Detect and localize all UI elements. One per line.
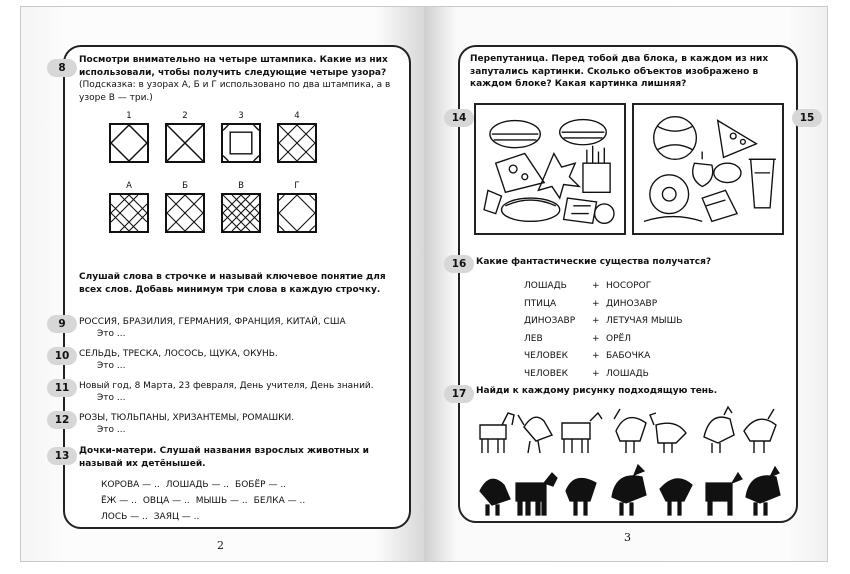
- left-page: [20, 6, 424, 562]
- task-badge: 10: [47, 347, 77, 365]
- combination-left: ДИНОЗАВР: [524, 316, 576, 326]
- task-words: СЕЛЬДЬ, ТРЕСКА, ЛОСОСЬ, ЩУКА, ОКУНЬ.: [79, 349, 278, 359]
- stamp-label: 3: [238, 111, 244, 121]
- task-13-text: Дочки-матери. Слушай названия взрослых животных и называй их детёнышей.: [79, 446, 369, 469]
- stamp-pattern-icon: [279, 125, 315, 161]
- combination-row: [524, 316, 764, 328]
- task-17-text: Найди к каждому рисунку подходящую тень.: [476, 386, 718, 396]
- pattern-3: [221, 193, 261, 233]
- pattern-4: [277, 193, 317, 233]
- stamp-3: [221, 123, 261, 163]
- plus-sign: +: [592, 281, 600, 291]
- plus-sign: +: [592, 298, 600, 309]
- combination-row: [524, 334, 764, 346]
- mixup-intro: Перепутаница. Перед тобой два блока, в каждом из них запутались картинки. Сколько объектов изображено в каждом блоке? Какая картинка лишняя?: [470, 54, 769, 89]
- task-13-badge: 13: [47, 447, 77, 465]
- task-answer: Это ...: [97, 393, 126, 403]
- grid-pattern-icon: [223, 195, 259, 231]
- pattern-label: В: [238, 181, 244, 191]
- stamp-pattern-icon: [167, 125, 203, 161]
- task-8-badge: 8: [47, 59, 77, 77]
- animal-item: ЛОСЬ — ..: [101, 512, 148, 522]
- grid-pattern-icon: [279, 195, 315, 231]
- mixup-block-food: [474, 103, 626, 235]
- combination-left: ЧЕЛОВЕК: [524, 351, 568, 361]
- stamp-1: [109, 123, 149, 163]
- stamp-label: 4: [294, 111, 300, 121]
- combination-left: ЛОШАДЬ: [524, 281, 567, 291]
- pattern-2: [165, 193, 205, 233]
- task-8-question: Посмотри внимательно на четыре штампика. Какие из них использовали, чтобы получить следующие четыре узора?: [79, 55, 388, 78]
- animal-item: ЁЖ — ..: [101, 496, 137, 506]
- task-8-text: [79, 54, 401, 104]
- combination-left: ПТИЦА: [524, 298, 557, 309]
- animal-item: БОБЁР — ..: [235, 480, 287, 490]
- grid-pattern-icon: [167, 195, 203, 231]
- task-8-hint: (Подсказка: в узорах А, Б и Г использовано по два штампика, а в узоре В — три.): [79, 80, 391, 103]
- task-words: РОССИЯ, БРАЗИЛИЯ, ГЕРМАНИЯ, ФРАНЦИЯ, КИТАЙ, США: [79, 317, 346, 327]
- pattern-label: Б: [182, 181, 188, 191]
- plus-sign: +: [592, 333, 600, 344]
- combination-row: [524, 369, 764, 381]
- animal-outlines: [474, 401, 786, 457]
- task-answer: Это ...: [97, 361, 126, 371]
- animal-shadows: [474, 461, 786, 517]
- stamp-pattern-icon: [223, 125, 259, 161]
- combination-row: [524, 351, 764, 363]
- plus-sign: +: [592, 368, 600, 379]
- combination-left: ЧЕЛОВЕК: [524, 368, 568, 379]
- stamp-pattern-icon: [111, 125, 147, 161]
- words-intro: Слушай слова в строчке и называй ключевое понятие для всех слов. Добавь минимум три слова в каждую строчку.: [79, 272, 386, 295]
- combination-right: ЛОШАДЬ: [606, 368, 649, 379]
- animal-outlines-icon: [474, 401, 786, 457]
- task-15-badge: 15: [792, 109, 822, 127]
- stamp-label: 1: [126, 111, 132, 121]
- animal-item: ЛОШАДЬ — ..: [165, 480, 230, 490]
- task-badge: 9: [47, 315, 77, 333]
- task-words: Новый год, 8 Марта, 23 февраля, День учителя, День знаний.: [79, 381, 374, 391]
- stamp-label: 2: [182, 111, 188, 121]
- task-badge: 12: [47, 411, 77, 429]
- stamp-2: [165, 123, 205, 163]
- combination-right: ДИНОЗАВР: [606, 298, 658, 309]
- combination-row: [524, 299, 764, 311]
- sweets-doodle-icon: [634, 105, 782, 233]
- combination-right: ЛЕТУЧАЯ МЫШЬ: [606, 316, 683, 326]
- task-13-row: [101, 511, 199, 524]
- pattern-label: Г: [294, 181, 300, 191]
- task-badge: 11: [47, 379, 77, 397]
- page-number-right: 3: [624, 531, 631, 544]
- combination-left: ЛЕВ: [524, 333, 543, 344]
- combination-right: НОСОРОГ: [606, 281, 652, 291]
- task-13-row: [101, 479, 286, 492]
- grid-pattern-icon: [111, 195, 147, 231]
- page-number-left: 2: [217, 539, 224, 552]
- animal-item: ОВЦА — ..: [142, 496, 190, 506]
- animal-item: ЗАЯЦ — ..: [153, 512, 200, 522]
- pattern-1: [109, 193, 149, 233]
- task-17-badge: 17: [444, 385, 474, 403]
- plus-sign: +: [592, 316, 600, 326]
- food-doodle-icon: [476, 105, 624, 233]
- animal-item: МЫШЬ — ..: [195, 496, 248, 506]
- task-14-badge: 14: [444, 109, 474, 127]
- animal-item: БЕЛКА — ..: [253, 496, 306, 506]
- animal-shadows-icon: [474, 461, 786, 517]
- combination-right: ОРЁЛ: [606, 333, 631, 344]
- task-answer: Это ...: [97, 329, 126, 339]
- stamp-4: [277, 123, 317, 163]
- mixup-block-sweets: [632, 103, 784, 235]
- pattern-label: А: [126, 181, 132, 191]
- plus-sign: +: [592, 351, 600, 361]
- open-workbook: [20, 6, 832, 568]
- task-words: РОЗЫ, ТЮЛЬПАНЫ, ХРИЗАНТЕМЫ, РОМАШКИ.: [79, 413, 295, 423]
- task-16-badge: 16: [444, 255, 474, 273]
- combination-row: [524, 281, 764, 293]
- combination-right: БАБОЧКА: [606, 351, 651, 361]
- animal-item: КОРОВА — ..: [101, 480, 160, 490]
- task-16-text: Какие фантастические существа получатся?: [476, 257, 712, 267]
- task-answer: Это ...: [97, 425, 126, 435]
- task-13-row: [101, 495, 305, 508]
- right-page: [424, 6, 828, 562]
